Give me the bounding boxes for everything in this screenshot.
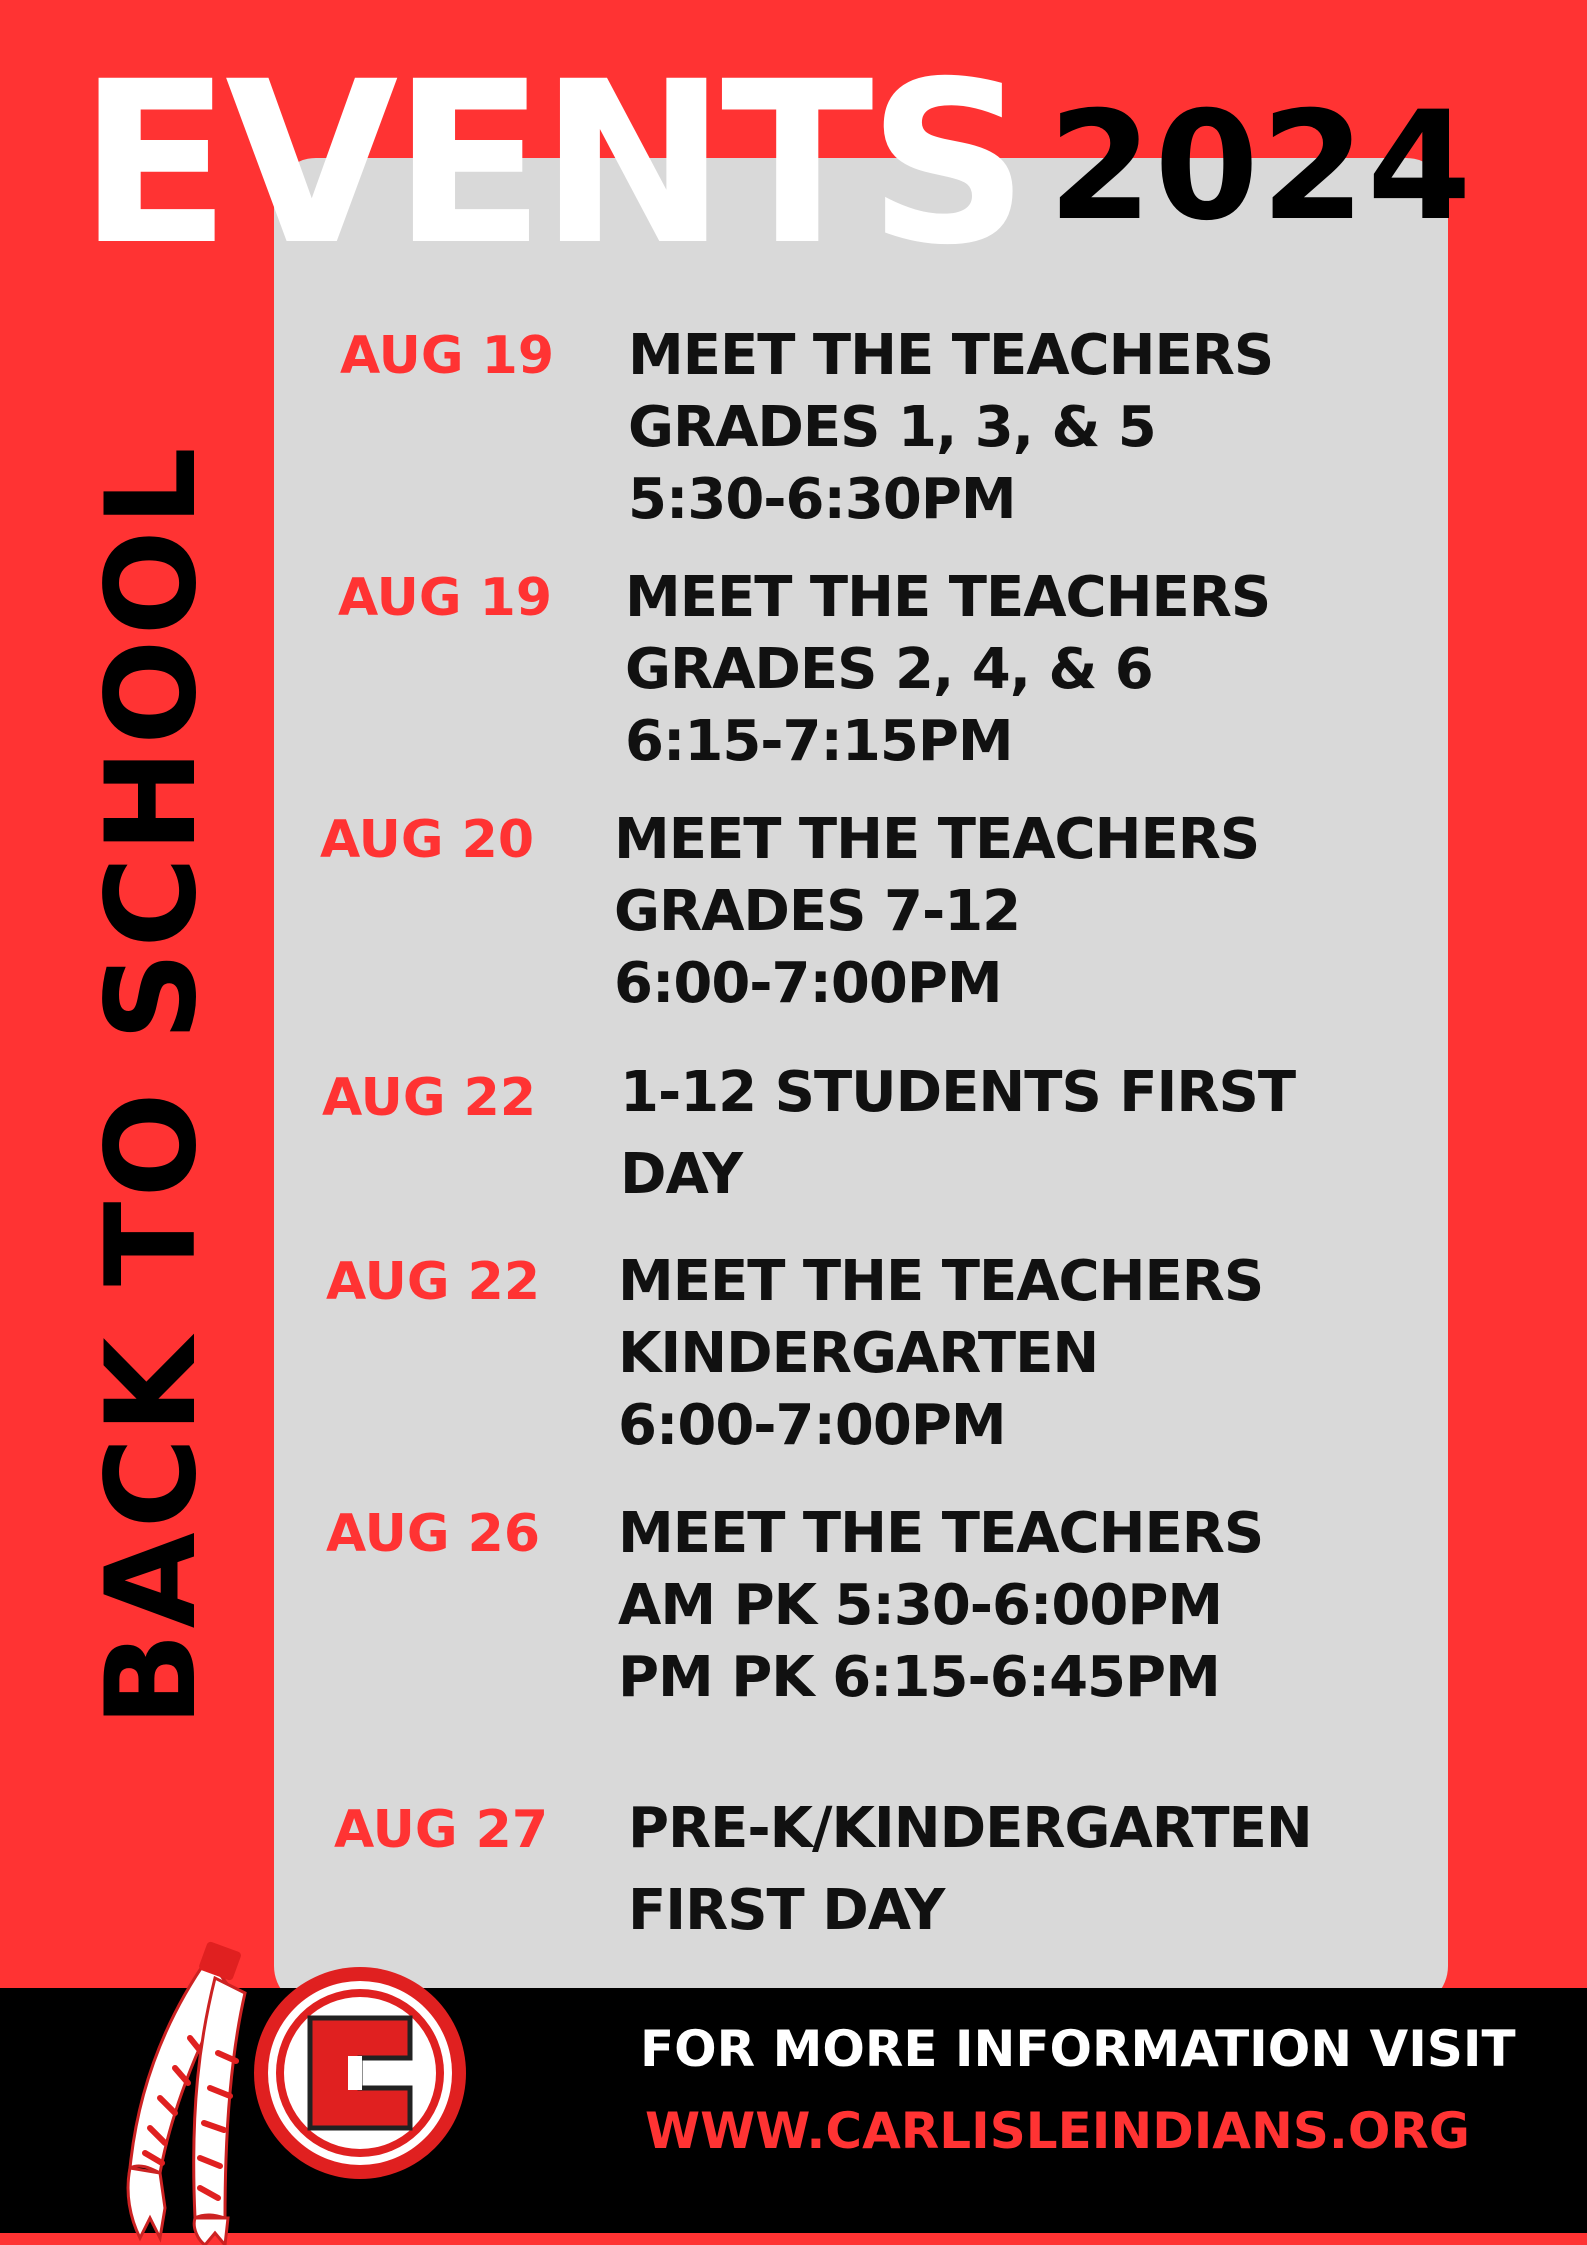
event-description xyxy=(628,320,1273,536)
event-line: AM PK 5:30-6:00PM xyxy=(618,1573,1223,1638)
event-date: AUG 27 xyxy=(334,1800,549,1860)
event-line: 6:00-7:00PM xyxy=(618,1393,1006,1458)
event-description xyxy=(618,1246,1263,1462)
event-line: MEET THE TEACHERS xyxy=(625,565,1271,630)
events-title: EVENTS xyxy=(78,33,1023,294)
event-description xyxy=(618,1498,1263,1714)
event-description xyxy=(614,804,1259,1020)
year-label: 2024 xyxy=(1048,80,1474,254)
event-line: 6:00-7:00PM xyxy=(614,951,1002,1016)
event-description xyxy=(620,1052,1295,1216)
event-line: 5:30-6:30PM xyxy=(628,467,1016,532)
event-line: 6:15-7:15PM xyxy=(625,709,1013,774)
event-date: AUG 19 xyxy=(338,568,553,628)
event-date: AUG 20 xyxy=(320,810,535,870)
footer-info-text: FOR MORE INFORMATION VISIT xyxy=(640,2020,1516,2078)
event-line: PRE-K/KINDERGARTEN xyxy=(628,1796,1312,1861)
side-title: BACK TO SCHOOL xyxy=(80,443,224,1727)
event-description xyxy=(628,1788,1312,1952)
event-description xyxy=(625,562,1270,778)
event-line: FIRST DAY xyxy=(628,1878,945,1943)
event-date: AUG 26 xyxy=(326,1504,541,1564)
event-line: GRADES 1, 3, & 5 xyxy=(628,395,1156,460)
event-line: MEET THE TEACHERS xyxy=(628,323,1274,388)
feather-c-emblem-icon xyxy=(120,1918,480,2245)
side-title-wrap xyxy=(82,300,222,1870)
event-date: AUG 22 xyxy=(322,1068,537,1128)
event-line: GRADES 7-12 xyxy=(614,879,1021,944)
event-date: AUG 22 xyxy=(326,1252,541,1312)
event-date: AUG 19 xyxy=(340,326,555,386)
footer-website-link[interactable]: WWW.CARLISLEINDIANS.ORG xyxy=(645,2102,1470,2160)
event-line: DAY xyxy=(620,1142,743,1207)
event-line: KINDERGARTEN xyxy=(618,1321,1099,1386)
event-line: MEET THE TEACHERS xyxy=(618,1249,1264,1314)
event-line: MEET THE TEACHERS xyxy=(618,1501,1264,1566)
event-line: PM PK 6:15-6:45PM xyxy=(618,1645,1220,1710)
event-line: MEET THE TEACHERS xyxy=(614,807,1260,872)
event-line: 1-12 STUDENTS FIRST xyxy=(620,1060,1296,1125)
event-line: GRADES 2, 4, & 6 xyxy=(625,637,1153,702)
feather-icon xyxy=(128,1941,245,2245)
